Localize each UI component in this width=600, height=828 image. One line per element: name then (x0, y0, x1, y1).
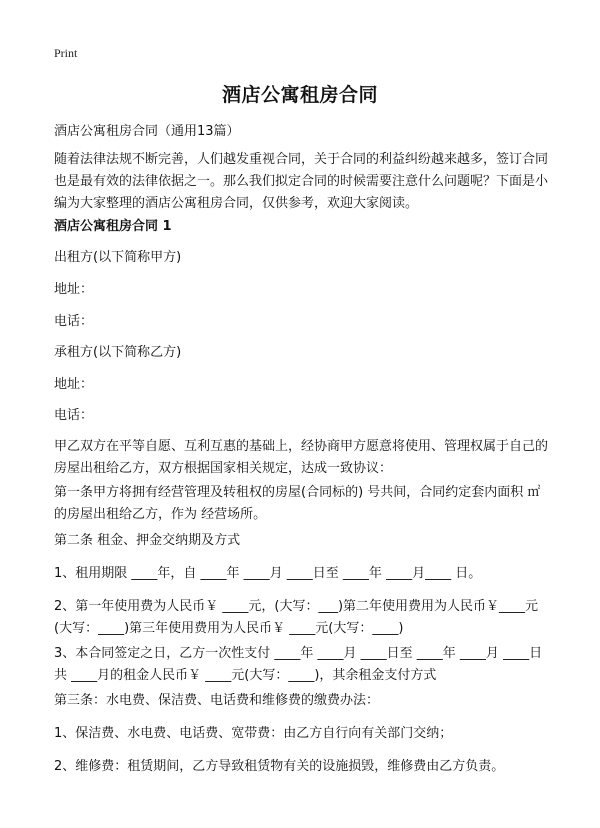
document-subtitle: 酒店公寓租房合同（通用13篇） (54, 124, 240, 139)
cleaning-fee-item: 1、保洁费、水电费、电话费、宽带费：由乙方自行向有关部门交纳； (54, 726, 453, 741)
lessee-phone: 电话： (54, 408, 94, 423)
term-item: 1、租用期限 ____年，自 ____年 ____月 ____日至 ____年 ____月____ 日。 (54, 566, 482, 581)
agreement-paragraph: 甲乙双方在平等自愿、互利互惠的基础上，经协商甲方愿意将使用、管理权属于自己的房屋出租给乙方，双方根据国家相关规定，达成一致协议： (54, 439, 549, 476)
payment-item: 3、本合同签定之日，乙方一次性支付 ____年 ____月 ____日至 ____年 ____月 ____日共 ____月的租金人民币￥ ____元(大写：____)，其余租金支付方式 (54, 646, 543, 683)
document-title: 酒店公寓租房合同 (221, 84, 378, 106)
intro-paragraph: 随着法律法规不断完善，人们越发重视合同，关于合同的利益纠纷越来越多，签订合同也是最有效的法律依据之一。那么我们拟定合同的时候需要注意什么问题呢？下面是小编为大家整理的酒店公寓租房合同，仅供参考，欢迎大家阅读。 (54, 152, 549, 211)
fee-item: 2、第一年使用费为人民币￥ ____元，(大写：___)第二年使用费用为人民币￥____元(大写：____)第三年使用费用为人民币￥ ____元(大写：____) (54, 599, 539, 636)
article-2-heading: 第二条 租金、押金交纳期及方式 (54, 533, 241, 548)
article-1: 第一条甲方将拥有经营管理及转租权的房屋(合同标的) 号共间，合同约定套内面积 ㎡的房屋出租给乙方，作为 经营场所。 (54, 485, 541, 522)
lessor-label: 出租方(以下简称甲方) (54, 250, 182, 265)
section-heading: 酒店公寓租房合同 1 (54, 219, 172, 234)
print-link[interactable]: Print (54, 46, 78, 60)
repair-fee-item: 2、维修费：租赁期间，乙方导致租赁物有关的设施损毁，维修费由乙方负责。 (54, 759, 505, 774)
article-3-heading: 第三条：水电费、保洁费、电话费和维修费的缴费办法： (54, 693, 380, 708)
lessee-label: 承租方(以下简称乙方) (54, 345, 182, 360)
lessor-phone: 电话： (54, 314, 94, 329)
lessee-address: 地址： (54, 377, 94, 392)
lessor-address: 地址： (54, 282, 94, 297)
